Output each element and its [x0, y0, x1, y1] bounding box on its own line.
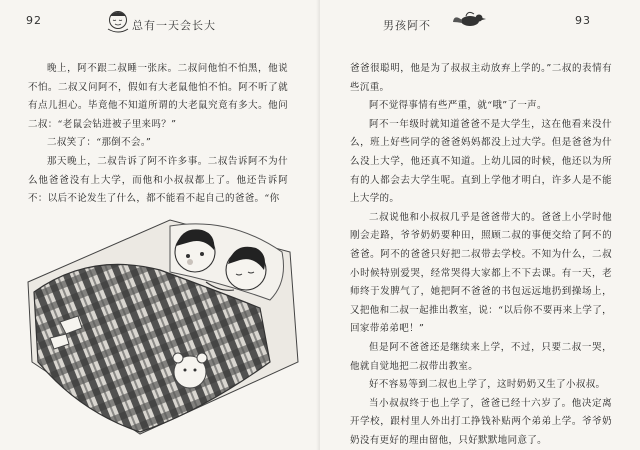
- bird-icon: [452, 10, 486, 30]
- sleeping-child-icon: [104, 7, 132, 35]
- left-page-number: 92: [26, 14, 42, 27]
- paragraph: 二叔笑了：“那倒不会。”: [47, 137, 152, 149]
- paragraph: 二叔说他和小叔叔几乎是爸爸带大的。爸爸上小学时他刚会走路，爷爷奶奶要种田，照顾二叔的事便交给了阿不的爸爸。阿不的爸爸只好把二叔带去学校。不知为什么，二叔小时候特别爱哭，经常哭得大家都上不下去课。有一天，老师终于发脾气了，她把阿不爸爸的书包远远地扔到操场上，又把他和二叔一起推出教室，说：“以后你不要再来上学了，回家带弟弟吧！”: [350, 211, 612, 335]
- paragraph: 好不容易等到二叔也上学了，这时奶奶又生了小叔叔。: [369, 379, 606, 391]
- paragraph: 当小叔叔终于也上学了，爸爸已经十六岁了。他决定离开学校，跟村里人外出打工挣钱补贴两个弟弟上学。爷爷奶奶没有更好的理由留他，只好默默地同意了。: [350, 397, 612, 446]
- right-body-text: [350, 60, 612, 450]
- boys-sleeping-under-plaid-blanket-illustration: [20, 212, 310, 442]
- paragraph: 那天晚上，二叔告诉了阿不许多事。二叔告诉阿不为什么他爸爸没有上大学，而他和小叔叔都上了。他还告诉阿不：以后不论发生了什么，都不能看不起自己的爸爸。“你: [28, 155, 288, 205]
- paragraph: 但是阿不爸爸还是继续来上学，不过，只要二叔一哭，他就自觉地把二叔带出教室。: [350, 341, 612, 372]
- paragraph: 阿不一年级时就知道爸爸不是大学生，这在他看来没什么，班上好些同学的爸爸妈妈都没上过大学。但是爸爸为什么没上大学，他还真不知道。上幼儿园的时候，他还以为所有的人都会去大学生呢。直到上学他才明白，许多人是不能上大学的。: [350, 118, 612, 205]
- paragraph: 晚上，阿不跟二叔睡一张床。二叔问他怕不怕黑，他说不怕。二叔又问阿不，假如有大老鼠他怕不怕。阿不听了就有点儿担心。毕竟他不知道所谓的大老鼠究竟有多大。他问二叔：“老鼠会钻进被子里来吗？”: [28, 63, 288, 130]
- paragraph: 阿不觉得事情有些严重，就“哦”了一声。: [369, 100, 547, 112]
- right-running-title: 男孩阿不: [383, 19, 431, 32]
- right-page-number: 93: [575, 14, 591, 27]
- paragraph: 爸爸很聪明，他是为了叔叔主动放弃上学的。”二叔的表情有些沉重。: [350, 63, 612, 93]
- left-running-title: 总有一天会长大: [132, 19, 216, 32]
- left-body-text: [28, 60, 288, 209]
